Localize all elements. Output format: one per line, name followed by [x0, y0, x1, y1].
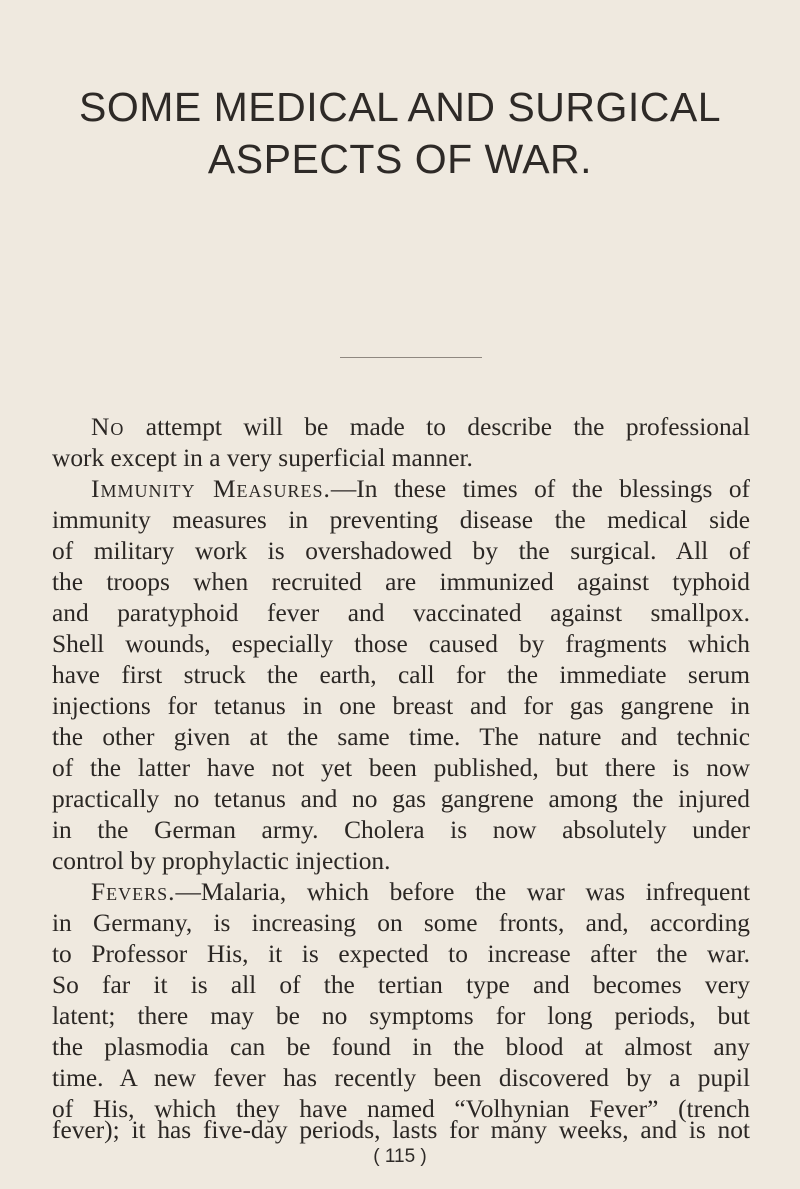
immunity-measures-heading: Immunity Measures. [91, 475, 331, 503]
paragraph-1-line [91, 412, 750, 442]
paragraph-2-line: of military work is overshadowed by the surgical. All of [52, 537, 750, 565]
paragraph-3-line: of His, which they have named “Volhynian Fever” (trench [52, 1095, 750, 1123]
paragraph-1-line: work except in a very superficial manner. [52, 444, 473, 472]
paragraph-2-line: the troops when recruited are immunized against typhoid [52, 568, 750, 596]
paragraph-3-line: latent; there may be no symptoms for long periods, but [52, 1002, 750, 1030]
page-number: ( 115 ) [373, 1146, 427, 1167]
paragraph-2-line: practically no tetanus and no gas gangrene among the injured [52, 785, 750, 813]
section-divider [340, 357, 482, 358]
paragraph-3-line: So far it is all of the tertian type and becomes very [52, 971, 750, 999]
paragraph-2-line: the other given at the same time. The nature and technic [52, 723, 750, 751]
chapter-title-line-1: SOME MEDICAL AND SURGICAL [78, 84, 722, 130]
paragraph-2-line: in the German army. Cholera is now absolutely under [52, 816, 750, 844]
paragraph-3-text: —Malaria, which before the war was infrequent [175, 878, 750, 906]
chapter-title-line-2: ASPECTS OF WAR. [207, 136, 593, 182]
paragraph-2-line: control by prophylactic injection. [52, 847, 391, 875]
paragraph-3-line [91, 877, 750, 907]
fevers-heading: Fevers. [91, 878, 176, 906]
paragraph-2-line: and paratyphoid fever and vaccinated against smallpox. [52, 599, 750, 627]
paragraph-2-line: Shell wounds, especially those caused by fragments which [52, 630, 750, 658]
paragraph-3-line: the plasmodia can be found in the blood at almost any [52, 1033, 750, 1061]
paragraph-2-line: injections for tetanus in one breast and for gas gangrene in [52, 692, 750, 720]
paragraph-2-line: immunity measures in preventing disease the medical side [52, 506, 750, 534]
paragraph-2-line: of the latter have not yet been published, but there is now [52, 754, 750, 782]
paragraph-1-lead: No [91, 413, 125, 441]
paragraph-3-line: to Professor His, it is expected to increase after the war. [52, 940, 750, 968]
paragraph-2-line [91, 474, 750, 504]
paragraph-3-line: in Germany, is increasing on some fronts, and, according [52, 909, 750, 937]
paragraph-3-line: fever); it has five-day periods, lasts for many weeks, and is not [52, 1116, 750, 1144]
paragraph-2-line: have first struck the earth, call for the immediate serum [52, 661, 750, 689]
paragraph-1-text: attempt will be made to describe the professional [124, 413, 750, 441]
paragraph-3-line: time. A new fever has recently been discovered by a pupil [52, 1064, 750, 1092]
paragraph-2-text: —In these times of the blessings of [330, 475, 750, 503]
